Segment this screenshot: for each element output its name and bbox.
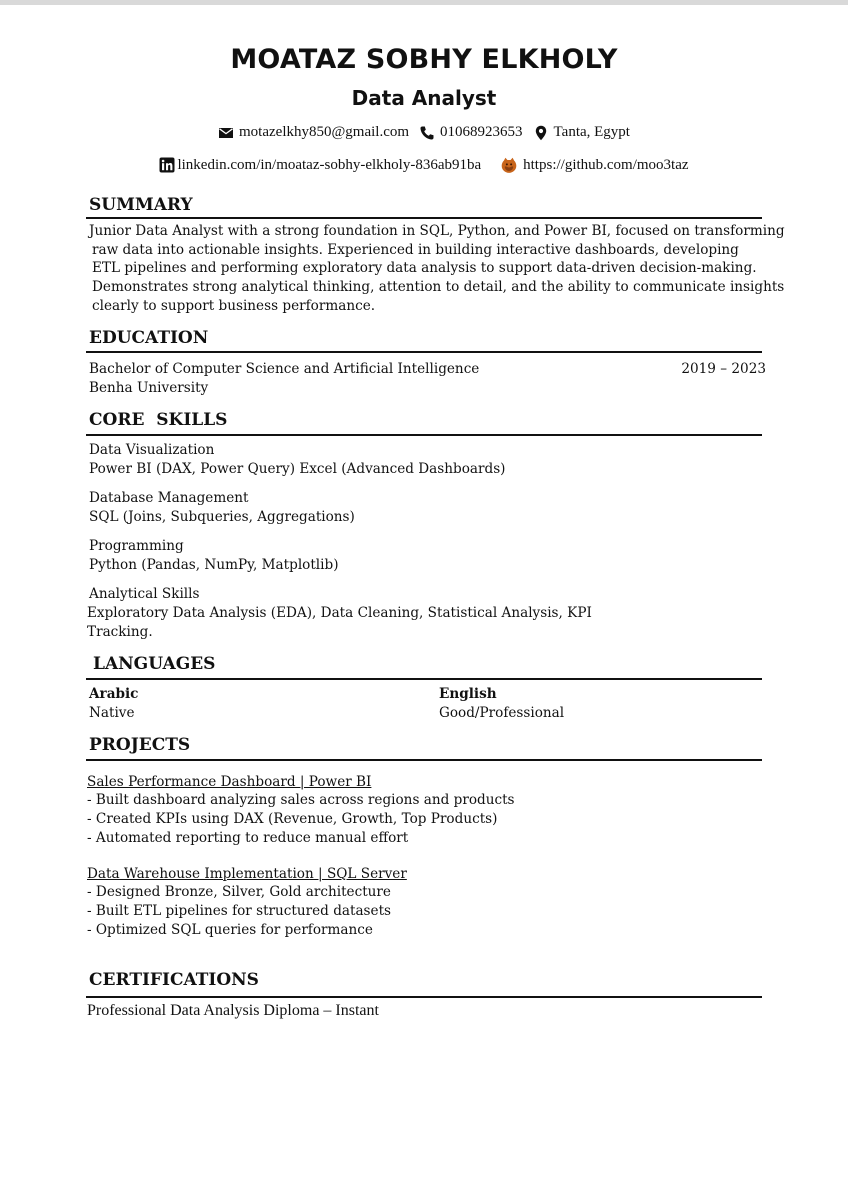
skill-group-title: Analytical Skills (89, 586, 200, 602)
job-title: Data Analyst (351, 86, 497, 110)
envelope-icon (218, 125, 234, 141)
section-heading-projects: PROJECTS (89, 735, 191, 755)
github-link[interactable] (500, 156, 688, 174)
section-heading-summary: SUMMARY (89, 195, 193, 215)
project-bullet: - Built ETL pipelines for structured datasets (87, 903, 392, 919)
section-heading-education: EDUCATION (89, 328, 209, 348)
project-title: Data Warehouse Implementation | SQL Server (87, 866, 407, 882)
github-icon (500, 156, 518, 174)
section-divider (86, 996, 762, 998)
section-divider (86, 434, 762, 436)
project-title: Sales Performance Dashboard | Power BI (87, 774, 372, 790)
contact-row-links (0, 156, 848, 174)
project-bullet: - Designed Bronze, Silver, Gold architecture (87, 884, 391, 900)
email-contact[interactable] (218, 124, 409, 141)
linkedin-link[interactable] (159, 157, 481, 174)
language-level: Native (89, 705, 135, 721)
project-bullet: - Optimized SQL queries for performance (87, 922, 373, 938)
skill-group-title: Programming (89, 538, 184, 554)
phone-contact[interactable] (419, 124, 523, 141)
summary-line: clearly to support business performance. (92, 297, 376, 314)
candidate-name: MOATAZ SOBHY ELKHOLY (230, 44, 618, 75)
education-degree: Bachelor of Computer Science and Artificial Intelligence (89, 361, 480, 377)
location-pin-icon (533, 125, 549, 141)
location-contact (533, 124, 630, 141)
phone-icon (419, 125, 435, 141)
project-bullet: - Created KPIs using DAX (Revenue, Growth, Top Products) (87, 811, 498, 827)
project-bullet: - Automated reporting to reduce manual effort (87, 830, 409, 846)
contact-row-primary (0, 124, 848, 141)
summary-line: Junior Data Analyst with a strong foundation in SQL, Python, and Power BI, focused on transforming (89, 223, 785, 239)
section-divider (86, 351, 762, 353)
project-bullet: - Built dashboard analyzing sales across regions and products (87, 792, 515, 808)
language-name: English (439, 686, 497, 702)
certification-item: Professional Data Analysis Diploma – Instant (87, 1002, 379, 1019)
language-level: Good/Professional (439, 705, 565, 721)
skill-group-detail: Tracking. (87, 624, 153, 640)
section-divider (86, 217, 762, 219)
skill-group-detail: Exploratory Data Analysis (EDA), Data Cleaning, Statistical Analysis, KPI (87, 605, 592, 621)
language-name: Arabic (89, 686, 139, 702)
summary-line: Demonstrates strong analytical thinking, attention to detail, and the ability to communicate insights (92, 279, 785, 296)
linkedin-text: linkedin.com/in/moataz-sobhy-elkholy-836ab91ba (177, 156, 482, 173)
github-text: https://github.com/moo3taz (523, 156, 689, 173)
section-divider (86, 759, 762, 761)
summary-line: ETL pipelines and performing exploratory data analysis to support data-driven decision-making. (92, 260, 757, 277)
skill-group-detail: SQL (Joins, Subqueries, Aggregations) (89, 509, 355, 525)
education-school: Benha University (89, 380, 209, 396)
education-years: 2019 – 2023 (681, 361, 766, 377)
linkedin-icon (159, 157, 175, 173)
skill-group-detail: Power BI (DAX, Power Query) Excel (Advanced Dashboards) (89, 461, 506, 477)
skill-group-title: Data Visualization (89, 442, 215, 458)
section-heading-languages: LANGUAGES (93, 654, 216, 674)
summary-paragraph (89, 222, 785, 316)
email-text: motazelkhy850@gmail.com (239, 124, 410, 140)
skill-group-title: Database Management (89, 490, 249, 506)
section-divider (86, 678, 762, 680)
section-heading-skills: CORE SKILLS (89, 410, 228, 430)
summary-line: raw data into actionable insights. Experienced in building interactive dashboards, developing (92, 241, 739, 258)
phone-text: 01068923653 (440, 124, 523, 140)
location-text: Tanta, Egypt (553, 124, 630, 140)
section-heading-certifications: CERTIFICATIONS (89, 970, 259, 990)
skill-group-detail: Python (Pandas, NumPy, Matplotlib) (89, 557, 339, 573)
